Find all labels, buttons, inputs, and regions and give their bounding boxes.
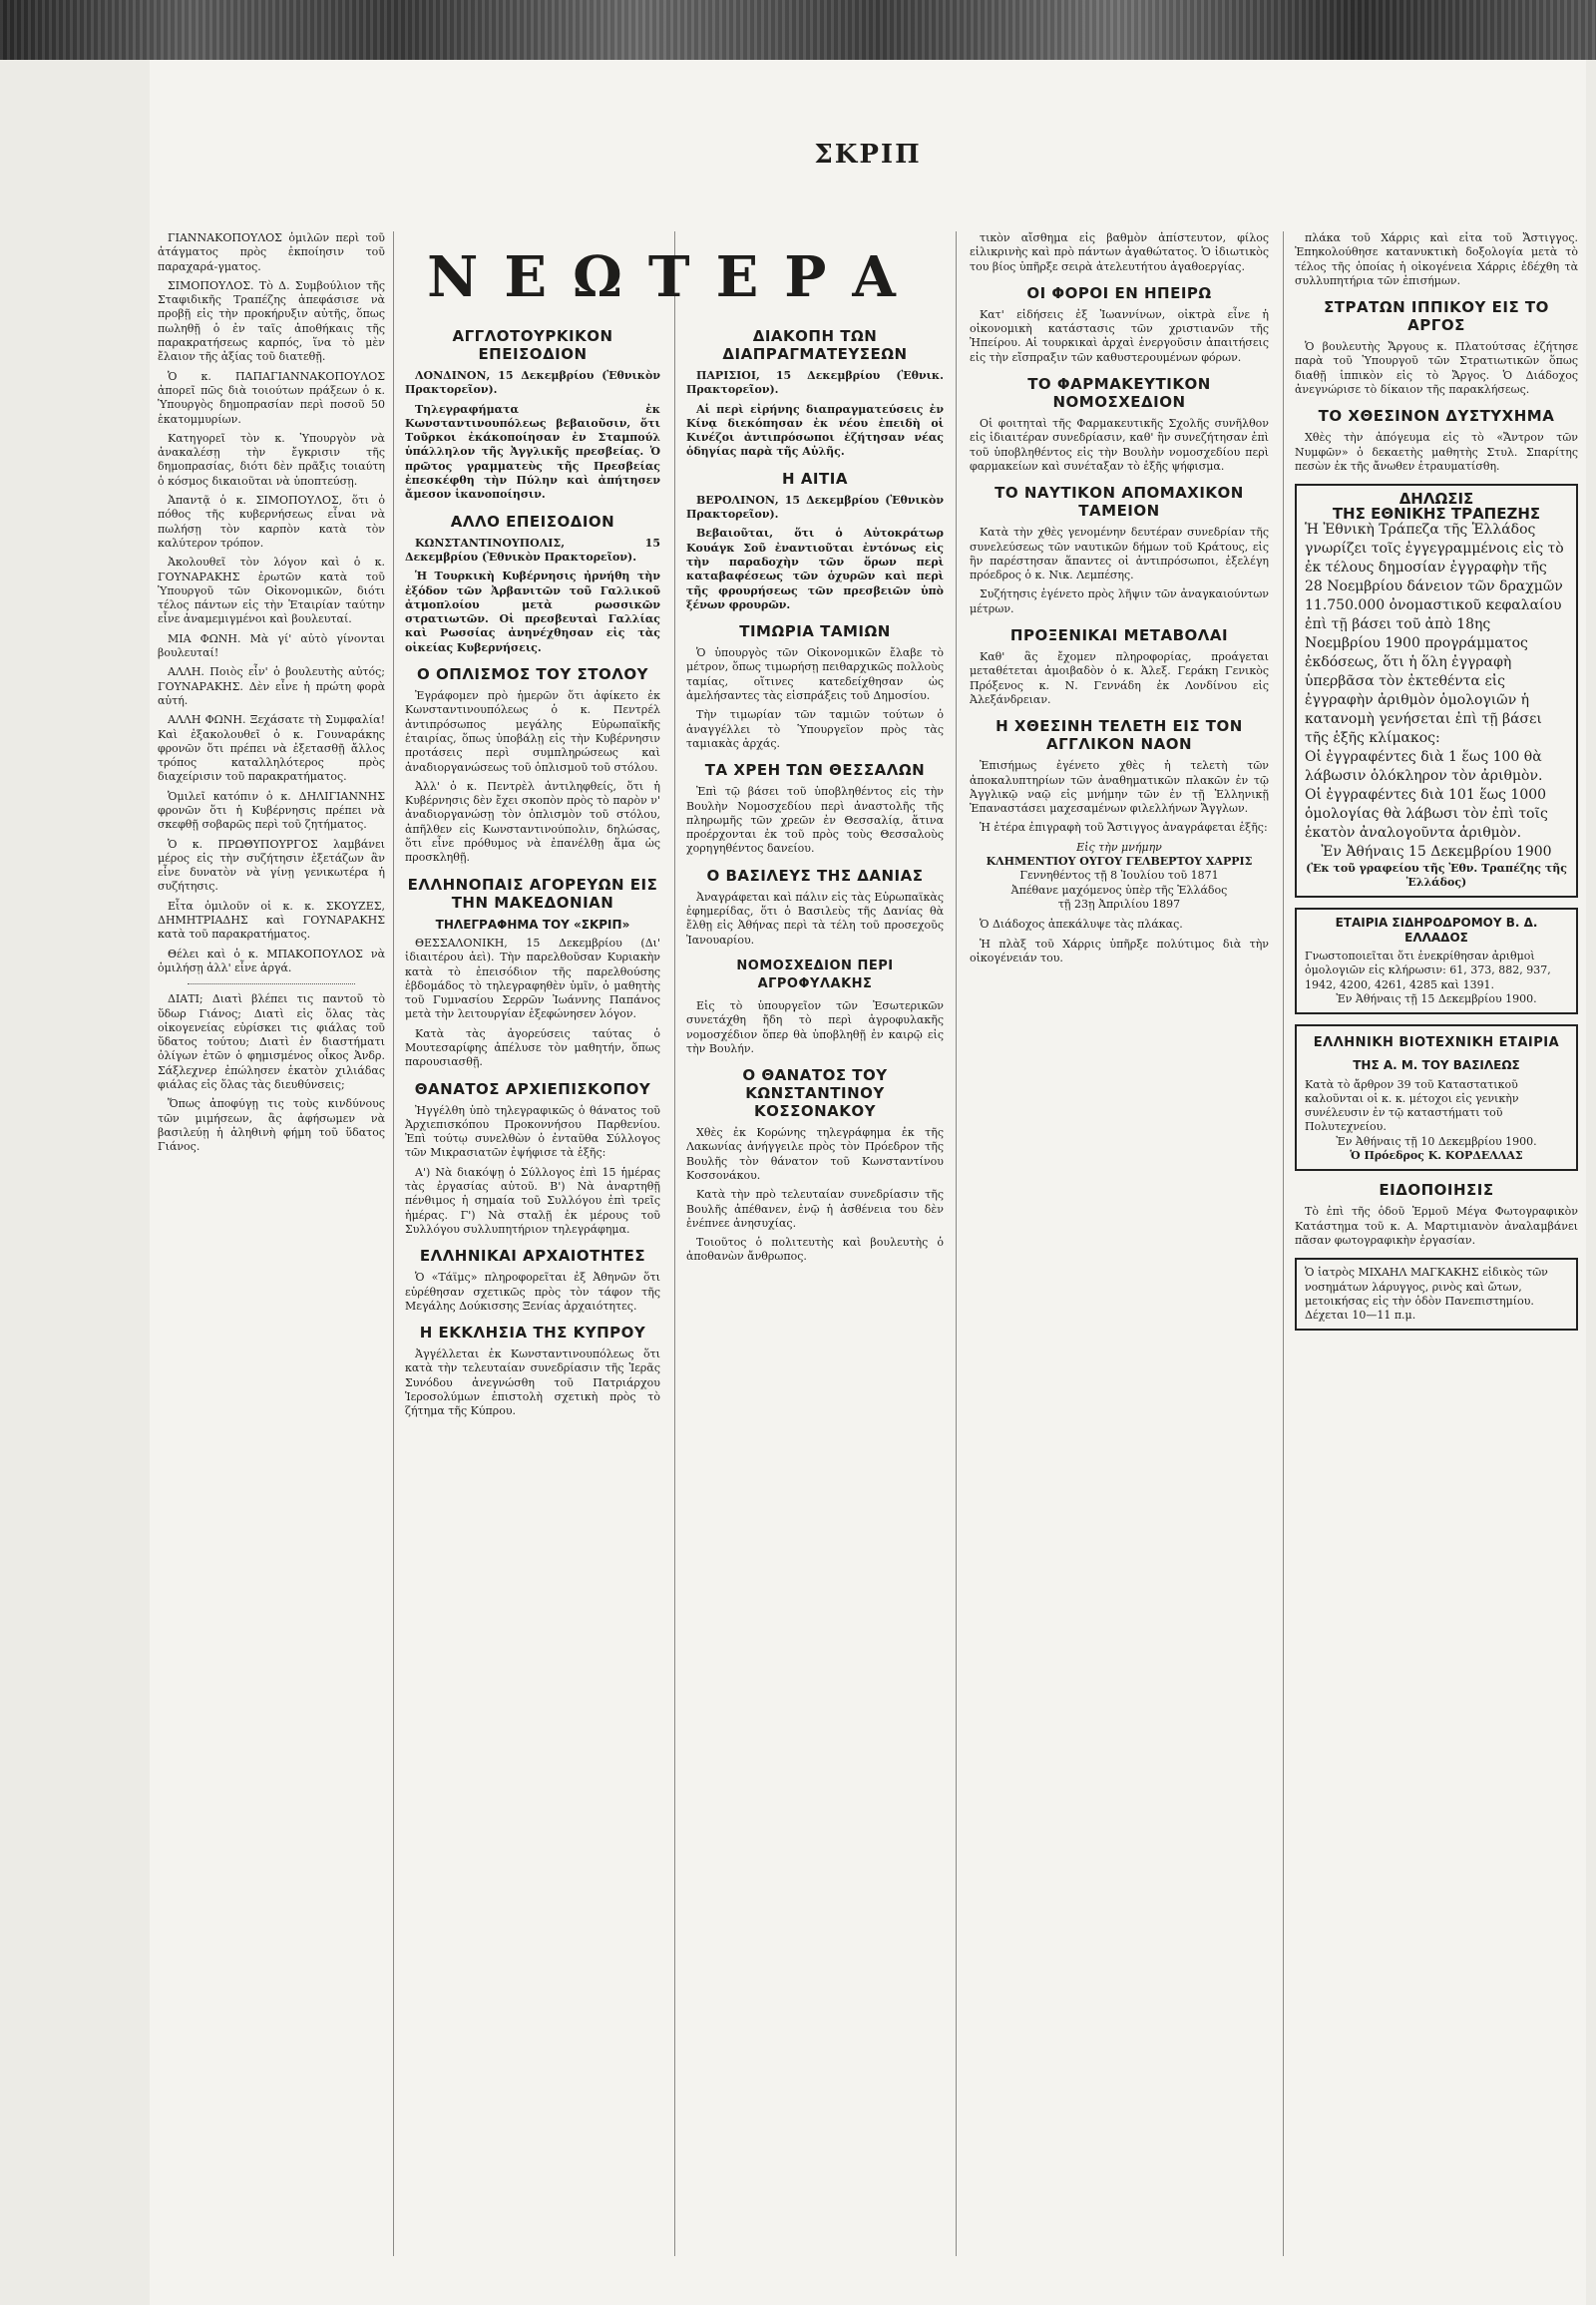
paragraph: Τοιοῦτος ὁ πολιτευτὴς καὶ βουλευτὴς ὁ ἀποθανὼν ἄνθρωπος. — [686, 1236, 944, 1264]
paragraph: Εἰς τὸ ὑπουργεῖον τῶν Ἐσωτερικῶν συνετάχθη ἤδη τὸ περὶ ἀγροφυλακῆς νομοσχέδιον ὅπερ θὰ ὑποβληθῇ ἐν καιρῷ εἰς τὴν Βουλήν. — [686, 998, 944, 1055]
paragraph: Ἐπὶ τῷ βάσει τοῦ ὑποβληθέντος εἰς τὴν Βουλὴν Νομοσχεδίου περὶ ἀναστολῆς τῆς πληρωμῆς τῶν χρεῶν ἐν Θεσσαλίᾳ, ἅτινα προέρχονται ἐκ τοῦ πρὸς τοὺς Θεσσαλοὺς χορηγηθέντος δανείου. — [686, 785, 944, 856]
paragraph: Αἱ περὶ εἰρήνης διαπραγματεύσεις ἐν Κίνᾳ διεκόπησαν ἐκ νέου ἐπειδὴ οἱ Κινέζοι ἀντιπρόσωποι ἐζήτησαν νέας ὁδηγίας παρὰ τῆς Αὐλῆς. — [686, 402, 944, 459]
headline: ΠΡΟΞΕΝΙΚΑΙ ΜΕΤΑΒΟΛΑΙ — [1009, 626, 1229, 645]
paragraph: Ἀπαντᾷ ὁ κ. ΣΙΜΟΠΟΥΛΟΣ, ὅτι ὁ πόθος τῆς κυβερνήσεως εἶναι νὰ πωλήσῃ τὸν καρπὸν κατὰ τὸν καλύτερον τρόπον. — [158, 494, 385, 550]
column-3 — [686, 317, 944, 2261]
notice-title: ΕΤΑΙΡΙΑ ΣΙΔΗΡΟΔΡΟΜΟΥ Β. Δ. ΕΛΛΑΔΟΣ — [1335, 916, 1538, 945]
notice-scale: Οἱ ἐγγραφέντες διὰ 101 ἕως 1000 ὁμολογίας θὰ λάβωσι τὸν ἐπὶ τοῖς ἑκατὸν ἀναλογοῦντα ἀριθμὸν. — [1305, 786, 1548, 841]
paragraph: πλάκα τοῦ Χάρρις καὶ εἶτα τοῦ Ἄστιγγος. Ἐπηκολούθησε κατανυκτικὴ δοξολογία μετὰ τὸ τέλος τῆς ὁποίας ἡ οἰκογένεια Χάρρις ἐδέχθη τὰ συλλυπητήρια τῶν ἐπισήμων. — [1295, 231, 1578, 287]
paragraph: Τὴν τιμωρίαν τῶν ταμιῶν τούτων ὁ ἀναγγέλλει τὸ Ὑπουργεῖον πρὸς τὰς ταμιακὰς ἀρχάς. — [686, 708, 944, 750]
paragraph: τικὸν αἴσθημα εἰς βαθμὸν ἀπίστευτον, φίλος εἰλικρινὴς καὶ πρὸ πάντων ἀγαθώτατος. Ὁ ἰδιωτικὸς του βίος ὑπῆρξε σειρὰ ἀτελευτήτου ἀγαθοεργίας. — [970, 231, 1269, 273]
paragraph: Χθὲς τὴν ἀπόγευμα εἰς τὸ «Ἄντρον τῶν Νυμφῶν» ὁ δεκαετὴς μαθητὴς Στυλ. Σπαρίτης πεσὼν ἐκ τῆς ἄνωθεν ἐτραυματίσθη. — [1295, 431, 1578, 473]
notice-signature: (Ἐκ τοῦ γραφείου τῆς Ἐθν. Τραπέζης τῆς Ἑλλάδος) — [1306, 861, 1567, 890]
notice-date: Ἐν Ἀθήναις τῇ 10 Δεκεμβρίου 1900. — [1336, 1134, 1537, 1148]
paragraph: Τὸ ἐπὶ τῆς ὁδοῦ Ἑρμοῦ Μέγα Φωτογραφικὸν Κατάστημα τοῦ κ. Α. Μαρτιμιανὸν ἀναλαμβάνει πᾶσαν φωτογραφικὴν ἐργασίαν. — [1295, 1205, 1578, 1247]
masthead: ΣΚΡΙΠ — [814, 140, 922, 170]
paragraph: Ὁ ὑπουργὸς τῶν Οἰκονομικῶν ἔλαβε τὸ μέτρον, ὅπως τιμωρήσῃ πειθαρχικῶς πολλοὺς ταμίας, οἵτινες κατεδείχθησαν ὡς ἀμελήσαντες τὰς εἰσπράξεις τοῦ Δημοσίου. — [686, 646, 944, 703]
paragraph: Καθ' ἃς ἔχομεν πληροφορίας, προάγεται μεταθέτεται ἀμοιβαδὸν ὁ κ. Ἀλεξ. Γεράκη Γενικὸς Πρόξενος κ. Ν. Γεννάδη ἐκ Λονδίνου εἰς Ἀλεξάνδρειαν. — [970, 650, 1269, 706]
bank-notice — [1295, 484, 1578, 898]
paragraph: Χθὲς ἐκ Κορώνης τηλεγράφημα ἐκ τῆς Λακωνίας ἀνήγγειλε πρὸς τὸν Πρόεδρον τῆς Βουλῆς τὸν θάνατον τοῦ Κωνσταντίνου Κοσσονάκου. — [686, 1126, 944, 1182]
paragraph: Ἀγγέλλεται ἐκ Κωνσταντινουπόλεως ὅτι κατὰ τὴν τελευταίαν συνεδρίασιν τῆς Ἱερᾶς Συνόδου ἀνεγνώσθη τοῦ Πατριάρχου Ἱεροσολύμων ἐπιστολὴ σχετικὴ πρὸς τὸ ζήτημα τῆς Κύπρου. — [405, 1347, 660, 1418]
paragraph: Ὁ «Τάϊμς» πληροφορεῖται ἐξ Ἀθηνῶν ὅτι εὑρέθησαν σχετικῶς πρὸς τὸν τάφον τῆς Μεγάλης Δούκισσης Ξενίας ἀρχαιότητες. — [405, 1271, 660, 1313]
paragraph: Συζήτησις ἐγένετο πρὸς λῆψιν τῶν ἀναγκαιούντων μέτρων. — [970, 587, 1269, 615]
column-rule — [956, 231, 957, 2256]
headline: ΕΙΔΟΠΟΙΗΣΙΣ — [1379, 1181, 1494, 1200]
paragraph: Ὁ κ. ΠΡΩΘΥΠΟΥΡΓΟΣ λαμβάνει μέρος εἰς τὴν συζήτησιν ἐξετάζων ἂν εἶνε δυνατὸν νὰ γίνῃ γενικωτέρα ἡ συζήτησις. — [158, 837, 385, 894]
divider — [188, 983, 355, 984]
headline: ΤΟ ΦΑΡΜΑΚΕΥΤΙΚΟΝ ΝΟΜΟΣΧΕΔΙΟΝ — [1027, 375, 1211, 412]
headline: Ο ΘΑΝΑΤΟΣ ΤΟΥ ΚΩΝΣΤΑΝΤΙΝΟΥ ΚΟΣΣΟΝΑΚΟΥ — [742, 1066, 888, 1121]
inscription-line: Γεννηθέντος τῇ 8 Ἰουλίου τοῦ 1871 — [1019, 869, 1219, 883]
notice-body: Κατὰ τὸ ἄρθρον 39 τοῦ Καταστατικοῦ καλοῦνται οἱ κ. κ. μέτοχοι εἰς γενικὴν συνέλευσιν ἐν τῷ καταστήματι τοῦ Πολυτεχνείου. — [1305, 1077, 1519, 1134]
column-4 — [970, 231, 1269, 2261]
inscription-line: ΚΛΗΜΕΝΤΙΟΥ ΟΥΓΟΥ ΓΕΛΒΕΡΤΟΥ ΧΑΡΡΙΣ — [986, 855, 1253, 869]
paragraph: ΑΛΛΗ ΦΩΝΗ. Ξεχάσατε τὴ Συμφαλία! Καὶ ἐξακολουθεῖ ὁ κ. Γουναράκης φρονῶν ὅτι πρέπει νὰ ἐξετασθῇ ἄλλος τρόπος καταλληλότερος πρὸς διαχείρισιν τοῦ παρακρατήματος. — [158, 713, 385, 784]
inscription — [970, 841, 1269, 912]
headline: Ο ΒΑΣΙΛΕΥΣ ΤΗΣ ΔΑΝΙΑΣ — [706, 866, 924, 885]
paragraph: Ἐπισήμως ἐγένετο χθὲς ἡ τελετὴ τῶν ἀποκαλυπτηρίων τῶν ἀναθηματικῶν πλακῶν ἐν τῷ Ἀγγλικῷ ναῷ εἰς μνήμην τῶν ἐν τῇ Ἑλληνικῇ Ἐπαναστάσει μαχεσαμένων φιλελλήνων Ἄγγλων. — [970, 759, 1269, 816]
paragraph: ΣΙΜΟΠΟΥΛΟΣ. Τὸ Δ. Συμβούλιον τῆς Σταφιδικῆς Τραπέζης ἀπεφάσισε νὰ προβῇ εἰς τὴν προκήρυξιν αὐτῆς, ὅπως πωληθῇ ὁ ἐν ταῖς ἀποθήκαις τῆς παρακρατήσεως καρπός, ἵνα τὸ μὲν ἔλαιον τῆς ἀξίας τοῦ διατεθῇ. — [158, 278, 385, 364]
headline: ΤΑ ΧΡΕΗ ΤΩΝ ΘΕΣΣΑΛΩΝ — [704, 761, 926, 780]
paragraph: Ἀλλ' ὁ κ. Πεντρὲλ ἀντιληφθείς, ὅτι ἡ Κυβέρνησις δὲν ἔχει σκοπὸν πρὸς τὸ παρὸν ν' ἀναδιοργανώσῃ τὸν ὁπλισμὸν τοῦ στόλου, ἀπῆλθεν εἰς Κωνσταντινούπολιν, δηλώσας, ὅτι εἶνε πρόθυμος νὰ ἐπανέλθῃ ἅμα ὡς προσκληθῇ. — [405, 779, 660, 865]
headline: ΤΙΜΩΡΙΑ ΤΑΜΙΩΝ — [739, 622, 891, 641]
headline: Η ΑΙΤΙΑ — [782, 469, 848, 488]
headline: ΕΛΛΗΝΙΚΑΙ ΑΡΧΑΙΟΤΗΤΕΣ — [419, 1247, 646, 1266]
notice-date: Ἐν Ἀθήναις τῇ 15 Δεκεμβρίου 1900. — [1336, 991, 1537, 1005]
inscription-line: Ἀπέθανε μαχόμενος ὑπὲρ τῆς Ἑλλάδος — [1010, 883, 1228, 897]
paragraph: ΘΕΣΣΑΛΟΝΙΚΗ, 15 Δεκεμβρίου (Δι' ἰδιαιτέρου ἀεὶ). Τὴν παρελθοῦσαν Κυριακὴν κατὰ τὸ ἐπεισόδιον τῆς παρελθούσης ἑβδομάδος τὸ τηλεγραφηθὲν ὑμῖν, ὁ μαθητὴς τοῦ Γυμνασίου Σερρῶν Ἰωάννης Παπάνος μετὰ τὴν λειτουργίαν ἐξεφώνησεν λόγον. — [405, 936, 660, 1021]
subheadline: ΤΗΣ Α. Μ. ΤΟΥ ΒΑΣΙΛΕΩΣ — [1353, 1058, 1520, 1073]
column-rule — [1283, 231, 1284, 2256]
notice-signature: Ὁ Πρόεδρος Κ. ΚΟΡΔΕΛΛΑΣ — [1350, 1149, 1523, 1163]
paragraph: Ὁ Διάδοχος ἀπεκάλυψε τὰς πλάκας. — [980, 918, 1183, 932]
dateline: ΒΕΡΟΛΙΝΟΝ, 15 Δεκεμβρίου (Ἐθνικὸν Πρακτορεῖον). — [686, 493, 944, 522]
doctor-ad — [1295, 1258, 1578, 1331]
column-1 — [158, 231, 385, 2261]
inscription-line: τῇ 23ῃ Ἀπριλίου 1897 — [1057, 897, 1181, 911]
headline: Η ΧΘΕΣΙΝΗ ΤΕΛΕΤΗ ΕΙΣ ΤΟΝ ΑΓΓΛΙΚΟΝ ΝΑΟΝ — [996, 717, 1243, 754]
scan-edge — [0, 0, 1596, 60]
paragraph: Κατ' εἰδήσεις ἐξ Ἰωαννίνων, οἰκτρὰ εἶνε ἡ οἰκονομικὴ κατάστασις τῶν χριστιανῶν τῆς Ἠπείρου. Αἱ τουρκικαὶ ἀρχαὶ ἐνεργοῦσιν ἀπαιτήσεις εἰς τὴν εἴσπραξιν τῶν καθυστερουμένων φόρων. — [970, 307, 1269, 364]
headline: Η ΕΚΚΛΗΣΙΑ ΤΗΣ ΚΥΠΡΟΥ — [419, 1324, 646, 1343]
railway-notice — [1295, 908, 1578, 1014]
paragraph: Ἠγγέλθη ὑπὸ τηλεγραφικῶς ὁ θάνατος τοῦ Ἀρχιεπισκόπου Προκοννήσου Παρθενίου. Ἐπὶ τούτῳ συνελθὼν ὁ ἐνταῦθα Σύλλογος τῶν Μικρασιατῶν ἐψήφισε τὰ ἑξῆς: — [405, 1103, 660, 1160]
paragraph: ΓΙΑΝΝΑΚΟΠΟΥΛΟΣ ὁμιλῶν περὶ τοῦ ἀτάγματος πρὸς ἐκποίησιν τοῦ παραχαρά-γματος. — [158, 231, 385, 273]
notice-date: Ἐν Ἀθήναις 15 Δεκεμβρίου 1900 — [1321, 843, 1552, 860]
newspaper-page — [150, 60, 1586, 2305]
dateline: ΚΩΝΣΤΑΝΤΙΝΟΥΠΟΛΙΣ, 15 Δεκεμβρίου (Ἐθνικὸν Πρακτορεῖον). — [405, 536, 660, 564]
column-rule — [674, 231, 675, 2256]
paragraph: Ἐγράφομεν πρὸ ἡμερῶν ὅτι ἀφίκετο ἐκ Κωνσταντινουπόλεως ὁ κ. Πεντρέλ ἀντιπρόσωπος μεγάλης Εὐρωπαϊκῆς ἑταιρίας, ὅπως ὑποβάλῃ εἰς τὴν Κυβέρνησιν προτάσεις περὶ συμπληρώσεως καὶ ἀναδιοργανώσεως τοῦ ὁπλισμοῦ τοῦ στόλου. — [405, 689, 660, 774]
paragraph: Τηλεγραφήματα ἐκ Κωνσταντινουπόλεως βεβαιοῦσιν, ὅτι Τοῦρκοι ἐκάκοποίησαν ἐν Σταμπούλ ὑπάλληλον τῆς Ἀγγλικῆς πρεσβείας. Ὁ πρῶτος γραμματεὺς τῆς Πρεσβείας ἐπεσκέφθη τὴν Πύλην καὶ ἀπήτησεν ἄμεσον ἱκανοποίησιν. — [405, 402, 660, 502]
paragraph: Α') Νὰ διακόψῃ ὁ Σύλλογος ἐπὶ 15 ἡμέρας τὰς ἐργασίας αὐτοῦ. Β') Νὰ ἀναρτηθῇ πένθιμος ἡ σημαία τοῦ Συλλόγου ἐπὶ τρεῖς ἡμέρας. Γ') Νὰ σταλῇ ἐκ μέρους τοῦ Συλλόγου συλλυπητήριον τηλεγράφημα. — [405, 1165, 660, 1236]
notice-body: Γνωστοποιεῖται ὅτι ἐνεκρίθησαν ἀριθμοὶ ὁμολογιῶν εἰς κλήρωσιν: 61, 373, 882, 937, 1942, 4200, 4261, 4285 καὶ 1391. — [1305, 950, 1551, 991]
paragraph: Ἀναγράφεται καὶ πάλιν εἰς τὰς Εὐρωπαϊκὰς ἐφημερίδας, ὅτι ὁ Βασιλεὺς τῆς Δανίας θὰ ἔλθῃ εἰς Ἀθήνας περὶ τὰ τέλη τοῦ προσεχοῦς Ἰανουαρίου. — [686, 890, 944, 947]
headline: ΕΛΛΗΝΟΠΑΙΣ ΑΓΟΡΕΥΩΝ ΕΙΣ ΤΗΝ ΜΑΚΕΔΟΝΙΑΝ — [407, 875, 658, 912]
notice-title: ΤΗΣ ΕΘΝΙΚΗΣ ΤΡΑΠΕΖΗΣ — [1332, 504, 1541, 523]
paragraph: Οἱ φοιτηταὶ τῆς Φαρμακευτικῆς Σχολῆς συνῆλθον εἰς ἰδιαιτέραν συνεδρίασιν, καθ' ἣν συνεζήτησαν ἐπὶ τοῦ ὑποβληθέντος εἰς τὴν Βουλὴν νομοσχεδίου περὶ φαρμακείων καὶ συνέταξαν τὸ ἑξῆς ψήφισμα. — [970, 417, 1269, 473]
headline: ΤΟ ΝΑΥΤΙΚΟΝ ΑΠΟΜΑΧΙΚΟΝ ΤΑΜΕΙΟΝ — [995, 484, 1244, 521]
paragraph: ΑΛΛΗ. Ποιὸς εἶν' ὁ βουλευτὴς αὐτός; ΓΟΥΝΑΡΑΚΗΣ. Δὲν εἶνε ἡ πρώτη φορὰ αὐτή. — [158, 665, 385, 707]
paragraph: Κατὰ τὰς ἀγορεύσεις ταύτας ὁ Μουτεσαρίφης ἀπέλυσε τὸν μαθητήν, ὅπως παρουσιασθῇ. — [405, 1026, 660, 1069]
paragraph: Ὁμιλεῖ κατόπιν ὁ κ. ΔΗΛΙΓΙΑΝΝΗΣ φρονῶν ὅτι ἡ Κυβέρνησις πρέπει νὰ σκεφθῇ σοβαρῶς περὶ τοῦ ζητήματος. — [158, 789, 385, 832]
headline: Ο ΟΠΛΙΣΜΟΣ ΤΟΥ ΣΤΟΛΟΥ — [417, 665, 648, 684]
notice-body: Ἡ Ἐθνικὴ Τράπεζα τῆς Ἑλλάδος γνωρίζει τοῖς ἐγγεγραμμένοις εἰς τὸ ἐκ τέλους δημοσίαν ἐγγραφὴν τῆς 28 Νοεμβρίου δάνειον τῶν δραχμῶν 11.750.000 ὀνομαστικοῦ κεφαλαίου ἐπὶ τῇ βάσει τοῦ ἀπὸ 18ης Νοεμβρίου 1900 προγράμματος ἐκδόσεως, ὅτι ἡ ὅλη ἐγγραφὴ ὑπερβᾶσα τὸν ἐκτεθέντα εἰς ἐγγραφὴν ἀριθμὸν ὁμολογιῶν ἡ κατανομὴ γενήσεται ἐπὶ τῇ βάσει τῆς ἑξῆς κλίμακος: — [1305, 521, 1564, 746]
paragraph: ΔΙΑΤΙ; Διατὶ βλέπει τις παντοῦ τὸ ὕδωρ Γιάνος; Διατὶ εἰς ὅλας τὰς οἰκογενείας εὑρίσκει τις φιάλας τοῦ ὕδατος τούτου; Διατὶ ἐν διαστήματι ὀλίγων ἐτῶν ὁ φημισμένος οἶκος Ἀνδρ. Σάξλεχνερ ἐπώλησεν ἑκατὸν χιλιάδας φιάλας εἰς ὅλας τὰς διευθύνσεις; — [158, 992, 385, 1092]
paragraph: Ἡ πλὰξ τοῦ Χάρρις ὑπῆρξε πολύτιμος διὰ τὴν οἰκογένειάν του. — [970, 937, 1269, 964]
paragraph: Θέλει καὶ ὁ κ. ΜΠΑΚΟΠΟΥΛΟΣ νὰ ὁμιλήσῃ ἀλλ' εἶνε ἀργά. — [158, 947, 385, 974]
inscription-line: Εἰς τὴν μνήμην — [1076, 840, 1162, 854]
headline: ΕΛΛΗΝΙΚΗ ΒΙΟΤΕΧΝΙΚΗ ΕΤΑΙΡΙΑ — [1313, 1035, 1560, 1051]
paragraph: ΜΙΑ ΦΩΝΗ. Μὰ γί' αὐτὸ γίνονται βουλευταί! — [158, 631, 385, 660]
subheadline: ΤΗΛΕΓΡΑΦΗΜΑ ΤΟΥ «ΣΚΡΙΠ» — [435, 917, 630, 932]
headline: ΘΑΝΑΤΟΣ ΑΡΧΙΕΠΙΣΚΟΠΟΥ — [414, 1079, 651, 1098]
paragraph: Ὅπως ἀποφύγῃ τις τοὺς κινδύνους τῶν μιμήσεων, ἂς ἀφήσωμεν νὰ βασιλεύῃ ἡ ἀληθινὴ φήμη τοῦ ὕδατος Γιάνος. — [158, 1097, 385, 1154]
headline: ΑΛΛΟ ΕΠΕΙΣΟΔΙΟΝ — [450, 512, 615, 531]
dateline: ΛΟΝΔΙΝΟΝ, 15 Δεκεμβρίου (Ἐθνικὸν Πρακτορεῖον). — [405, 369, 660, 397]
dateline: ΠΑΡΙΣΙΟΙ, 15 Δεκεμβρίου (Ἐθνικ. Πρακτορεῖον). — [686, 369, 944, 397]
column-rule — [393, 231, 394, 2256]
headline: ΣΤΡΑΤΩΝ ΙΠΠΙΚΟΥ ΕΙΣ ΤΟ ΑΡΓΟΣ — [1324, 298, 1549, 335]
paragraph: Ἡ Τουρκικὴ Κυβέρνησις ἠρνήθη τὴν ἐξόδον τῶν Ἀρβανιτῶν τοῦ Γαλλικοῦ ἀτμοπλοίου μετὰ ρωσσικῶν στρατιωτῶν. Οἱ πρεσβευταὶ Γαλλίας καὶ Ρωσσίας ἀνηνέχθησαν εἰς τὰς οἰκείας Κυβερνήσεις. — [405, 570, 660, 654]
notice-scale: Οἱ ἐγγραφέντες διὰ 1 ἕως 100 θὰ λάβωσιν ὁλόκληρον τὸν ἀριθμὸν. — [1305, 748, 1543, 784]
paragraph: Ὁ κ. ΠΑΠΑΓΙΑΝΝΑΚΟΠΟΥΛΟΣ ἀπορεῖ πῶς διὰ τοιούτων πράξεων ὁ κ. Ὑπουργὸς δημοπρασίαν περὶ ποσοῦ 50 ἑκατομμυρίων. — [158, 369, 385, 426]
headline: ΤΟ ΧΘΕΣΙΝΟΝ ΔΥΣΤΥΧΗΜΑ — [1318, 407, 1555, 426]
paragraph: Ἀκολουθεῖ τὸν λόγον καὶ ὁ κ. ΓΟΥΝΑΡΑΚΗΣ ἐρωτῶν κατὰ τοῦ Ὑπουργοῦ τῶν Οἰκονομικῶν, διότι τέλος πάντων εἰς τὴν Ἑταιρίαν ταύτην εἶνε ἀναμεμιγμένοι καὶ βουλευταί. — [158, 556, 385, 626]
notice-title: ΔΗΛΩΣΙΣ — [1398, 490, 1474, 509]
paragraph: Ἡ ἐτέρα ἐπιγραφὴ τοῦ Ἄστιγγος ἀναγράφεται ἑξῆς: — [980, 821, 1268, 835]
column-2 — [405, 317, 660, 2261]
society-notice — [1295, 1024, 1578, 1171]
paragraph: Ὁ βουλευτὴς Ἄργους κ. Πλατούτσας ἐζήτησε παρὰ τοῦ Ὑπουργοῦ τῶν Στρατιωτικῶν ὅπως διαθῇ ἰππικὸν εἰς τὸ Ἄργος. Ὁ Διάδοχος ἀνεγνώρισε τὸ δίκαιον τῆς παρακλήσεως. — [1295, 340, 1578, 397]
column-5 — [1295, 231, 1578, 2261]
headline: ΔΙΑΚΟΠΗ ΤΩΝ ΔΙΑΠΡΑΓΜΑΤΕΥΣΕΩΝ — [722, 327, 908, 363]
ad-text: Ὁ ἰατρὸς ΜΙΧΑΗΛ ΜΑΓΚΑΚΗΣ εἰδικὸς τῶν νοσημάτων λάρυγγος, ρινὸς καὶ ὤτων, μετοικήσας εἰς τὴν ὁδὸν Πανεπιστημίου. Δέχεται 10—11 π.μ. — [1305, 1266, 1548, 1323]
paragraph: Εἶτα ὁμιλοῦν οἱ κ. κ. ΣΚΟΥΖΕΣ, ΔΗΜΗΤΡΙΑΔΗΣ καὶ ΓΟΥΝΑΡΑΚΗΣ κατὰ τοῦ παρακρατήματος. — [158, 899, 385, 942]
headline: ΝΟΜΟΣΧΕΔΙΟΝ ΠΕΡΙ ΑΓΡΟΦΥΛΑΚΗΣ — [736, 958, 894, 991]
paragraph: Κατὰ τὴν χθὲς γενομένην δευτέραν συνεδρίαν τῆς συνελεύσεως τῶν ναυτικῶν δήμων τοῦ Κράτους, εἰς ἣν παρέστησαν ἅπαντες οἱ ἀντιπρόσωποι, ἐξελέγη πρόεδρος ὁ κ. Νικ. Λεμπέσης. — [970, 526, 1269, 582]
paragraph: Κατηγορεῖ τὸν κ. Ὑπουργὸν νὰ ἀνακαλέσῃ τὴν ἔγκρισιν τῆς δημοπρασίας, διότι δὲν πρᾶξις τοιαύτη ὁ κόσμος δικαιοῦται νὰ ὑποπτεύσῃ. — [158, 431, 385, 488]
headline: ΟΙ ΦΟΡΟΙ ΕΝ ΗΠΕΙΡΩ — [1026, 283, 1212, 302]
headline: ΑΓΓΛΟΤΟΥΡΚΙΚΟΝ ΕΠΕΙΣΟΔΙΟΝ — [452, 327, 613, 363]
section-banner: ΝΕΩΤΕΡΑ — [427, 244, 922, 310]
paragraph: Βεβαιοῦται, ὅτι ὁ Αὐτοκράτωρ Κουάγκ Σοῦ ἐναντιοῦται ἐντόνως εἰς τὴν παραδοχὴν τῶν ὅρων περὶ καταβαφέσεως τῶν ὁχυρῶν καὶ περὶ τῆς φρουρήσεως τῶν πρεσβειῶν ὑπὸ ξένων φρουρῶν. — [686, 527, 944, 611]
paragraph: Κατὰ τὴν πρὸ τελευταίαν συνεδρίασιν τῆς Βουλῆς ἀπέθανεν, ἐνῷ ἡ ἀσθένεια του δὲν ἐνέπνεε ἀνησυχίας. — [686, 1188, 944, 1230]
